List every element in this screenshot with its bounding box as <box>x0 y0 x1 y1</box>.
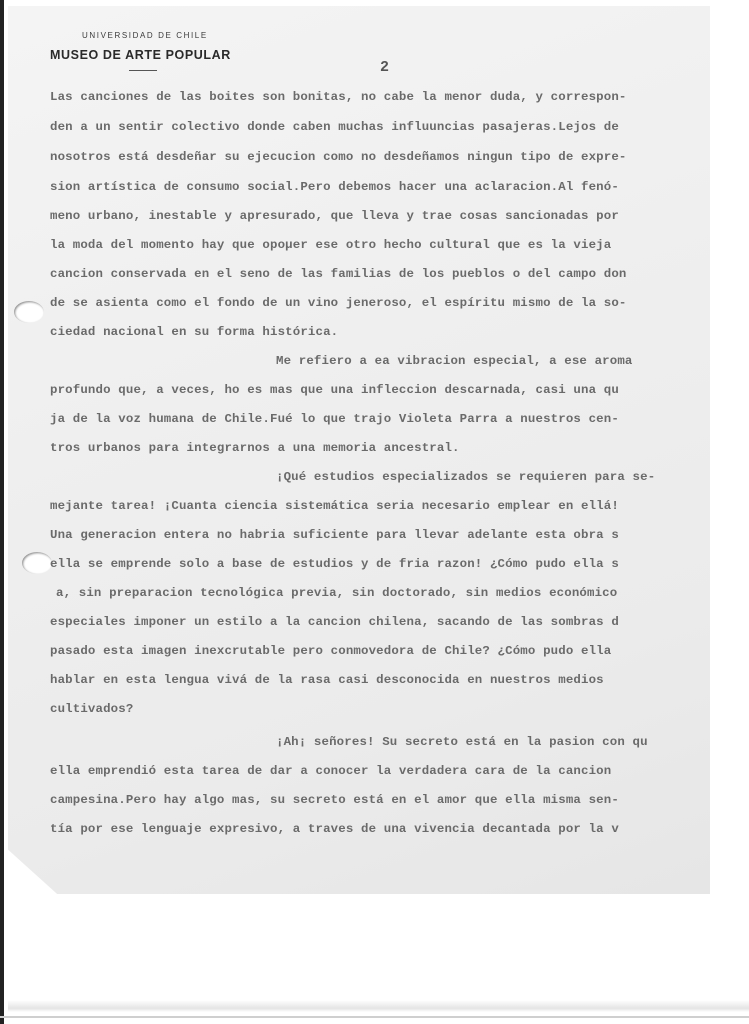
letterhead-divider <box>129 70 157 71</box>
page-number: 2 <box>380 59 390 76</box>
text-line: pasado esta imagen inexcrutable pero conmovedora de Chile? ¿Cómo pudo ella <box>50 644 612 658</box>
text-line: ¡Ah¡ señores! Su secreto está en la pasion con qu <box>276 735 648 749</box>
text-line: Las canciones de las boites son bonitas, no cabe la menor duda, y correspon- <box>50 90 627 104</box>
scanner-shadow <box>8 1000 749 1012</box>
text-line: cultivados? <box>50 702 134 716</box>
text-line: ella se emprende solo a base de estudios y de fria razon! ¿Cómo pudo ella s <box>50 557 619 571</box>
text-line: den a un sentir colectivo donde caben muchas influuncias pasajeras.Lejos de <box>50 120 619 134</box>
letterhead-university: UNIVERSIDAD DE CHILE <box>82 31 208 40</box>
text-line: meno urbano, inestable y apresurado, que lleva y trae cosas sancionadas por <box>50 209 619 223</box>
text-line: Me refiero a ea vibracion especial, a ese aroma <box>276 354 633 368</box>
letterhead-museum: MUSEO DE ARTE POPULAR <box>50 48 231 62</box>
punch-hole <box>14 301 44 323</box>
text-line: sion artística de consumo social.Pero debemos hacer una aclaracion.Al fenó- <box>50 180 619 194</box>
text-line: ciedad nacional en su forma histórica. <box>50 325 339 339</box>
text-line: tía por ese lenguaje expresivo, a traves de una vivencia decantada por la v <box>50 822 619 836</box>
text-line: hablar en esta lengua vivá de la rasa casi desconocida en nuestros medios <box>50 673 604 687</box>
text-line: Una generacion entera no habria suficiente para llevar adelante esta obra s <box>50 528 619 542</box>
text-line: tros urbanos para integrarnos a una memoria ancestral. <box>50 441 460 455</box>
text-line: ¡Qué estudios especializados se requieren para se- <box>276 470 656 484</box>
text-line: cancion conservada en el seno de las familias de los pueblos o del campo don <box>50 267 627 281</box>
text-line: profundo que, a veces, ho es mas que una infleccion descarnada, casi una qu <box>50 383 619 397</box>
text-line: nosotros está desdeñar su ejecucion como no desdeñamos ningun tipo de expre- <box>50 150 627 164</box>
text-line: de se asienta como el fondo de un vino jeneroso, el espíritu mismo de la so- <box>50 296 627 310</box>
text-line: ja de la voz humana de Chile.Fué lo que trajo Violeta Parra a nuestros cen- <box>50 412 619 426</box>
text-line: ella emprendió esta tarea de dar a conocer la verdadera cara de la cancion <box>50 764 612 778</box>
text-line: campesina.Pero hay algo mas, su secreto está en el amor que ella misma sen- <box>50 793 619 807</box>
text-line: especiales imponer un estilo a la cancion chilena, sacando de las sombras d <box>50 615 619 629</box>
scanner-edge <box>0 1016 749 1018</box>
punch-hole <box>22 552 52 574</box>
text-line: a, sin preparacion tecnológica previa, sin doctorado, sin medios económico <box>56 586 618 600</box>
scan-edge <box>0 0 4 1024</box>
text-line: la moda del momento hay que opoµer ese otro hecho cultural que es la vieja <box>50 238 612 252</box>
text-line: mejante tarea! ¡Cuanta ciencia sistemática seria necesario emplear en ellá! <box>50 499 619 513</box>
